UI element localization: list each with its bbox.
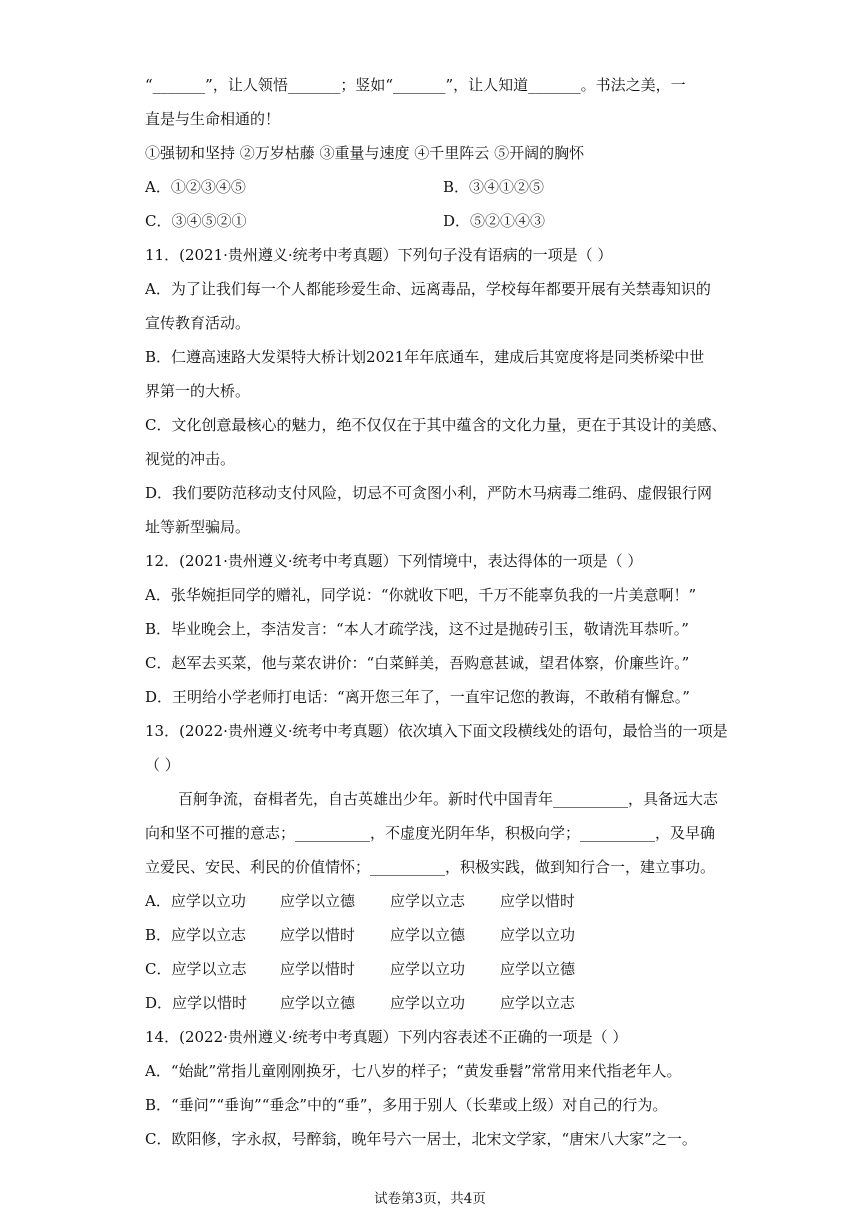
option-cell: D．应学以惜时 (145, 994, 248, 1012)
option-cell: 应学以立志 (390, 892, 466, 910)
option-cell: 应学以立德 (280, 994, 356, 1012)
q11-option-b-cont: 界第一的大桥。 (145, 382, 251, 400)
option-cell: 应学以立功 (390, 960, 466, 978)
option-cell: 应学以立德 (390, 926, 466, 944)
q13-stem: 13．(2022·贵州遵义·统考中考真题）依次填入下面文段横线处的语句，最恰当的一项是 (145, 722, 728, 740)
q14-option-c: C．欧阳修，字永叔，号醉翁，晚年号六一居士，北宋文学家，“唐宋八大家”之一。 (145, 1130, 697, 1148)
q10-candidate-list: ①强韧和坚持 ②万岁枯藤 ③重量与速度 ④千里阵云 ⑤开阔的胸怀 (145, 144, 585, 162)
q10-option-b: B．③④①②⑤ (443, 178, 545, 196)
q13-option-a (145, 891, 575, 911)
q10-option-a: A．①②③④⑤ (145, 178, 246, 196)
option-cell: 应学以立功 (500, 926, 576, 944)
q12-option-b: B．毕业晚会上，李洁发言：“本人才疏学浅，这不过是抛砖引玉，敬请洗耳恭听。” (145, 620, 689, 638)
option-cell: A．应学以立功 (145, 892, 246, 910)
q13-passage: 百舸争流，奋楫者先，自古英雄出少年。新时代中国青年__________，具备远大志 (178, 790, 719, 808)
text-line: 直是与生命相通的！ (145, 110, 281, 128)
option-cell: 应学以立德 (500, 960, 576, 978)
q10-option-c: C．③④⑤②① (145, 212, 247, 230)
q11-option-c: C．文化创意最核心的魅力，绝不仅仅在于其中蕴含的文化力量，更在于其设计的美感、 (145, 416, 727, 434)
q14-stem: 14．(2022·贵州遵义·统考中考真题）下列内容表述不正确的一项是（ ） (145, 1028, 628, 1046)
q12-option-c: C．赵军去买菜，他与菜农讲价：“白菜鲜美，吾购意甚诚，望君体察，价廉些许。” (145, 654, 690, 672)
q12-option-d: D．王明给小学老师打电话：“离开您三年了，一直牢记您的教诲，不敢稍有懈怠。” (145, 688, 690, 706)
q11-option-a: A．为了让我们每一个人都能珍爱生命、远离毒品，学校每年都要开展有关禁毒知识的 (145, 280, 711, 298)
q14-option-b: B．“垂问”“垂询”“垂念”中的“垂”，多用于别人（长辈或上级）对自己的行为。 (145, 1096, 668, 1114)
option-cell: 应学以惜时 (280, 960, 356, 978)
q11-option-b: B．仁遵高速路大发渠特大桥计划2021年年底通车，建成后其宽度将是同类桥梁中世 (145, 348, 705, 366)
text-line: “_______”，让人领悟_______；竖如“_______”，让人知道_______。书法之美，一 (145, 76, 686, 94)
q12-stem: 12．(2021·贵州遵义·统考中考真题）下列情境中，表达得体的一项是（ ） (145, 552, 643, 570)
q11-stem: 11．(2021·贵州遵义·统考中考真题）下列句子没有语病的一项是（ ） (145, 246, 613, 264)
option-cell: 应学以惜时 (500, 892, 576, 910)
q10-option-d: D．⑤②①④③ (443, 212, 546, 230)
q13-option-c (145, 959, 575, 979)
q13-option-d (145, 993, 575, 1013)
q13-option-b (145, 925, 575, 945)
option-cell: 应学以惜时 (280, 926, 356, 944)
option-cell: 应学以立德 (280, 892, 356, 910)
option-cell: 应学以立功 (390, 994, 466, 1012)
q11-option-d-cont: 址等新型骗局。 (145, 518, 251, 536)
q14-option-a: A．“始龀”常指儿童刚刚换牙，七八岁的样子；“黄发垂髫”常常用来代指老年人。 (145, 1062, 682, 1080)
option-cell: 应学以立志 (500, 994, 576, 1012)
q13-passage-cont: 向和坚不可摧的意志；__________，不虚度光阴年华，积极向学；__________，及早确 (145, 824, 716, 842)
q12-option-a: A．张华婉拒同学的赠礼，同学说：“你就收下吧，千万不能辜负我的一片美意啊！” (145, 586, 697, 604)
q11-option-c-cont: 视觉的冲击。 (145, 450, 236, 468)
q11-option-a-cont: 宣传教育活动。 (145, 314, 251, 332)
option-cell: C．应学以立志 (145, 960, 247, 978)
option-cell: B．应学以立志 (145, 926, 247, 944)
q11-option-d: D．我们要防范移动支付风险，切忌不可贪图小利，严防木马病毒二维码、虚假银行网 (145, 484, 713, 502)
q13-passage-cont: 立爱民、安民、利民的价值情怀；__________，积极实践，做到知行合一，建立事功。 (145, 858, 716, 876)
q13-answer-paren: （ ） (145, 756, 180, 774)
page-footer: 试卷第3页，共4页 (374, 1191, 486, 1207)
